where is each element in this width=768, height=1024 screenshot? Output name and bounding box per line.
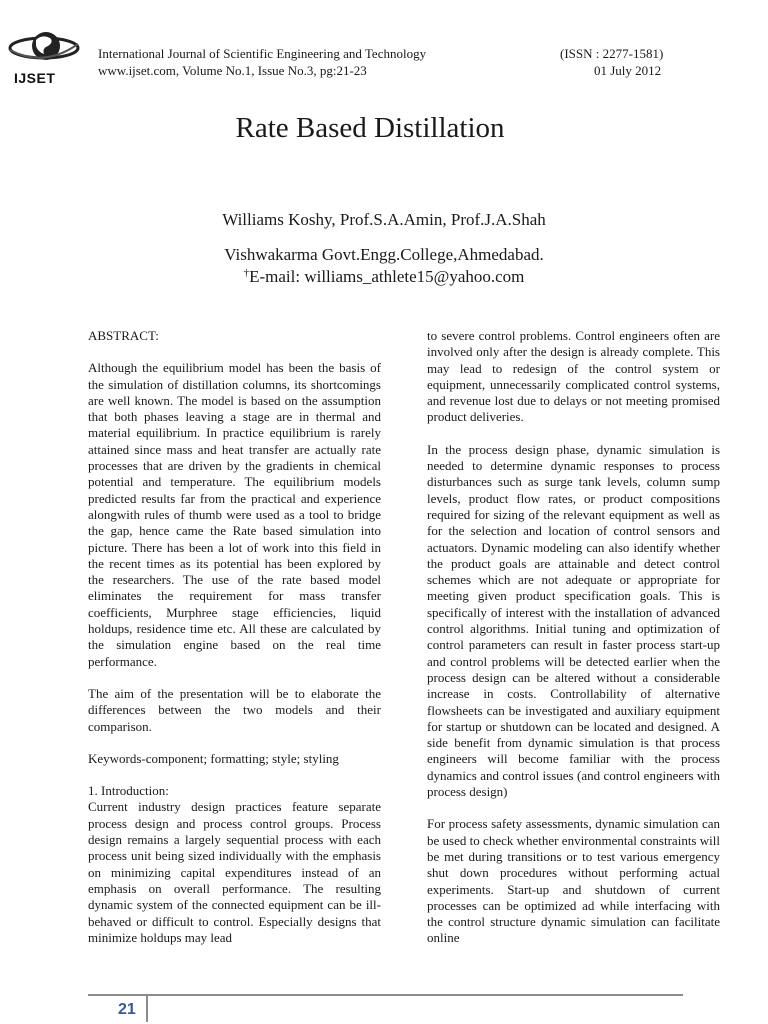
institution: Vishwakarma Govt.Engg.College,Ahmedabad. bbox=[224, 245, 544, 264]
paper-title: Rate Based Distillation bbox=[235, 112, 505, 144]
body-paragraph: to severe control problems. Control engineers often are involved only after the design is already complete. This may lead to redesign of the control system or equipment, unnecessarily complicated control systems, and revenue lost due to delays or not meeting promised product deliveries. bbox=[427, 328, 720, 425]
abstract-aim-paragraph: The aim of the presentation will be to elaborate the differences between the two models and their comparison. bbox=[88, 685, 381, 734]
introduction-paragraph: Current industry design practices feature separate process design and process control groups. Process design remains a largely sequential process with each process unit being sized individually with the emphasis on minimizing capital expenditures instead of an emphasis on overall performance. The resulting dynamic system of the connected equipment can be ill-behaved or difficult to control. Especially designs that minimize holdups may lead bbox=[88, 799, 381, 945]
journal-name: International Journal of Scientific Engineering and Technology bbox=[98, 46, 427, 61]
publication-date: 01 July 2012 bbox=[594, 63, 662, 78]
journal-site-info: www.ijset.com, Volume No.1, Issue No.3, pg:21-23 bbox=[98, 63, 367, 78]
abstract-heading: ABSTRACT: bbox=[88, 328, 159, 343]
email-text: E-mail: williams_athlete15@yahoo.com bbox=[249, 267, 525, 286]
footer-rule bbox=[88, 994, 683, 996]
page-number: 21 bbox=[118, 1001, 136, 1018]
email-mark: † bbox=[243, 267, 250, 279]
left-column bbox=[88, 328, 381, 962]
body-paragraph: In the process design phase, dynamic simulation is needed to determine dynamic responses to process disturbances such as surge tank levels, column sump levels, product flow rates, or product compositions required for sizing of the relevant equipment as well as for the selection and location of control sensors and actuators. Dynamic modeling can also identify whether the product goals are attainable and detect control schemes which are not adequate or appropriate for meeting given product specification goals. This is specifically of interest with the installation of advanced control algorithms. Initial tuning and optimization of control parameters can result in faster process start-up and control problems will be detected earlier when the process design can be altered without a considerable increase in costs. Controllability of alternative flowsheets can be investigated and auxiliary equipment for startup or shutdown can be located and designed. A side benefit from dynamic simulation is that process engineers will become familiar with the process dynamics and control issues (and control engineers with process design) bbox=[427, 441, 720, 800]
keywords: Keywords-component; formatting; style; styling bbox=[88, 750, 339, 766]
body-paragraph: For process safety assessments, dynamic simulation can be used to check whether environmental constraints will be met during transitions or to test various emergency shut down procedures without performing actual experiments. Start-up and shutdown of current processes can be optimized ad while interfacing with the control structure dynamic simulation can facilitate online bbox=[427, 816, 720, 946]
author-email bbox=[0, 267, 768, 287]
footer-divider bbox=[146, 996, 148, 1022]
abstract-paragraph: Although the equilibrium model has been the basis of the simulation of distillation columns, its shortcomings are well known. The model is based on the assumption that both phases leaving a stage are in thermal and material equilibrium. In practice equilibrium is rarely attained since mass and heat transfer are actually rate processes that are driven by the gradients in chemical potential and temperature. The equilibrium models predicted results far from the practical and experience alongwith rules of thumb were used as a tool to bridge the gap, hence came the Rate based simulation into picture. There has been a lot of work into this field in the recent times as its potential has been explored by the researchers. The use of the rate based model eliminates the requirement for mass transfer coefficients, Murphree stage efficiencies, liquid holdups, residence time etc. All these are calculated by the simulation engine based on the real time performance. bbox=[88, 360, 381, 669]
issn: (ISSN : 2277-1581) bbox=[560, 46, 664, 61]
paper-authors: Williams Koshy, Prof.S.A.Amin, Prof.J.A.Shah bbox=[222, 210, 546, 229]
logo-text: IJSET bbox=[14, 70, 56, 86]
right-column bbox=[427, 328, 720, 963]
introduction-heading: 1. Introduction: bbox=[88, 783, 169, 799]
